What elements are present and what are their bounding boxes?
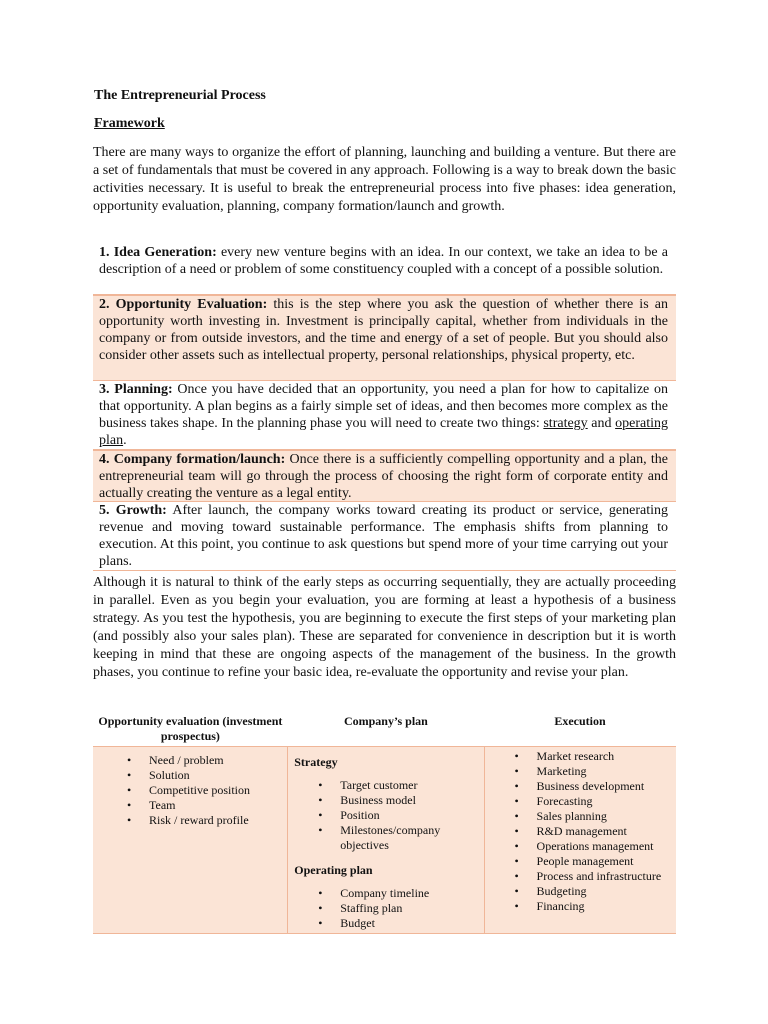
- opportunity-list: [97, 753, 283, 828]
- list-item: • Company timeline: [292, 886, 479, 901]
- list-item: • Risk / reward profile: [97, 813, 283, 828]
- operating-plan-list: [292, 886, 479, 931]
- list-item: • Team: [97, 798, 283, 813]
- list-item: • R&D management: [489, 824, 672, 839]
- phase-number: 2.: [99, 297, 110, 312]
- phase-term: Idea Generation:: [113, 245, 217, 260]
- section-heading-framework: Framework: [94, 116, 165, 131]
- list-item: • Process and infrastructure: [489, 869, 672, 884]
- list-item: • Need / problem: [97, 753, 283, 768]
- phase-number: 1.: [99, 245, 110, 260]
- conclusion-paragraph: Although it is natural to think of the early steps as occurring sequentially, they are actually proceeding in parallel. Even as you begin your evaluation, you are forming at least a hypothesis of a business strategy. As you test the hypothesis, you are beginning to execute the first steps of your marketing plan (and possibly also your sales plan). These are separated for convenience in description but it is worth keeping in mind that these are ongoing aspects of the management of the business. In the growth phases, you continue to refine your basic idea, re-evaluate the opportunity and revise your plan.: [93, 575, 676, 680]
- phase-text-mid: and: [587, 416, 616, 431]
- company-plan-cell: [288, 747, 484, 934]
- header-execution: Execution: [554, 714, 606, 728]
- list-item: • Target customer: [292, 778, 479, 793]
- phase-term: Company formation/launch:: [113, 452, 286, 467]
- phase-text: every new venture begins with an idea. In our context, we take an idea to be a description of a need or problem of some constituency coupled with a concept of a possible solution.: [99, 245, 669, 277]
- phase-text: this is the step where you ask the question of whether there is an opportunity worth investing in. Investment is principally capital, whether from individuals in the company or from outside investors, and the time and energy of a set of people. But you should also consider other assets such as intellectual property, personal relationships, physical property, etc.: [99, 297, 668, 363]
- list-item: • Competitive position: [97, 783, 283, 798]
- phase-list: [93, 244, 676, 571]
- phase-item-planning: [93, 381, 676, 450]
- list-item: • Position: [292, 808, 479, 823]
- strategy-link[interactable]: strategy: [543, 416, 588, 431]
- document-title: The Entrepreneurial Process: [94, 88, 266, 103]
- header-company-plan: Company’s plan: [343, 714, 428, 728]
- header-opportunity-evaluation: Opportunity evaluation (investment prospectus): [98, 714, 283, 743]
- operating-plan-label: Operating plan: [294, 863, 373, 877]
- phase-text: Once there is a sufficiently compelling opportunity and a plan, the entrepreneurial team will go through the process of choosing the right form of corporate entity and actually creating the venture as a legal entity.: [99, 452, 668, 501]
- list-item: • People management: [489, 854, 672, 869]
- execution-list: [489, 749, 672, 914]
- phase-text-end: .: [123, 433, 127, 448]
- list-item: • Marketing: [489, 764, 672, 779]
- phase-number: 3.: [99, 382, 110, 397]
- phase-text: Once you have decided that an opportunity, you need a plan for how to capitalize on that opportunity. A plan begins as a fairly simple set of ideas, and then becomes more complex as the business takes shape. In the planning phase you will need to create two things:: [99, 382, 669, 431]
- phase-number: 4.: [99, 452, 110, 467]
- phase-item-growth: [93, 502, 676, 571]
- intro-paragraph: There are many ways to organize the effort of planning, launching and building a venture. But there are a set of fundamentals that must be covered in any approach. Following is a way to break down the basic activities necessary. It is useful to break the entrepreneurial process into five phases: idea generation, opportunity evaluation, planning, company formation/launch and growth.: [93, 145, 676, 214]
- list-item: • Operations management: [489, 839, 672, 854]
- phase-term: Growth:: [115, 503, 167, 518]
- list-item: • Staffing plan: [292, 901, 479, 916]
- phase-number: 5.: [99, 503, 110, 518]
- list-item: • Milestones/company objectives: [292, 823, 479, 853]
- phase-item-company-formation: [93, 450, 676, 502]
- phase-text: After launch, the company works toward creating its product or service, generating revenue and moving toward sustainable performance. The emphasis shifts from planning to execution. At this point, you continue to ask questions but spend more of your time carrying out your plans.: [99, 503, 668, 569]
- phase-term: Planning:: [114, 382, 173, 397]
- phase-item-idea-generation: [93, 244, 676, 295]
- list-item: • Business development: [489, 779, 672, 794]
- list-item: • Budgeting: [489, 884, 672, 899]
- table-row: [93, 747, 676, 934]
- list-item: • Financing: [489, 899, 672, 914]
- process-table: [93, 712, 676, 934]
- strategy-label: Strategy: [294, 755, 338, 769]
- list-item: • Budget: [292, 916, 479, 931]
- strategy-list: [292, 778, 479, 853]
- phase-item-opportunity-evaluation: [93, 295, 676, 381]
- list-item: • Solution: [97, 768, 283, 783]
- list-item: • Forecasting: [489, 794, 672, 809]
- operating-plan-link[interactable]: operating plan: [99, 416, 668, 448]
- phase-term: Opportunity Evaluation:: [115, 297, 268, 312]
- list-item: • Market research: [489, 749, 672, 764]
- opportunity-evaluation-cell: [93, 747, 288, 934]
- execution-cell: [484, 747, 676, 934]
- table-header-row: [93, 712, 676, 747]
- list-item: • Sales planning: [489, 809, 672, 824]
- list-item: • Business model: [292, 793, 479, 808]
